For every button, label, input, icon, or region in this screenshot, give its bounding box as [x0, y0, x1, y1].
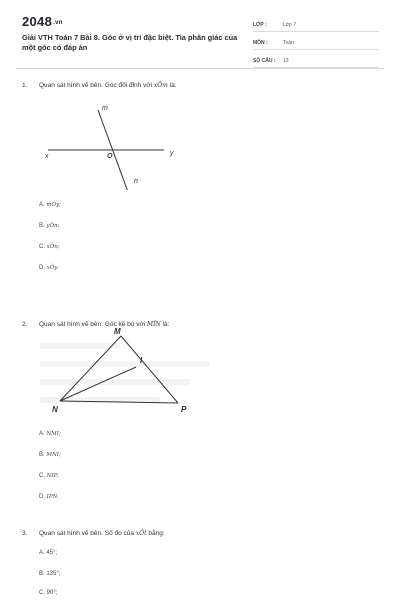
logo-suffix: .vn	[53, 19, 63, 26]
label-n: n	[134, 178, 138, 185]
document-title: Giải VTH Toán 7 Bài 8. Góc ở vị trí đặc biệt. Tia phân giác của một góc có đáp án	[22, 33, 238, 52]
option-c[interactable]: C. 90°;	[39, 590, 58, 596]
segment-ni	[60, 367, 136, 401]
option-d[interactable]: D. xÔy.	[39, 265, 59, 271]
label-m: M	[114, 327, 121, 336]
meta-key: MÔN :	[253, 40, 268, 46]
angle-expression: MÎN	[146, 321, 161, 328]
question-stem	[22, 530, 382, 537]
option-c[interactable]: C. xÔn;	[39, 244, 60, 250]
label-i: I	[140, 356, 143, 365]
edge-mn	[60, 336, 121, 401]
document-header	[0, 0, 400, 62]
question-text: Quan sát hình vẽ bên. Số đo của xÔt bằng:	[39, 530, 165, 537]
angle-expression: xÔt	[135, 530, 147, 537]
option-a[interactable]: A. 45°;	[39, 550, 58, 556]
edge-np	[60, 401, 178, 403]
figure-triangle	[50, 323, 220, 423]
logo-text: 2048	[22, 14, 53, 29]
document-meta	[253, 15, 379, 69]
question-stem	[22, 82, 382, 89]
meta-value: Lớp 7	[283, 22, 297, 28]
option-b[interactable]: B. MNI;	[39, 452, 61, 458]
question-1	[22, 82, 382, 271]
meta-value: Toán	[283, 40, 294, 46]
meta-key: SỐ CÂU :	[253, 58, 276, 64]
option-c[interactable]: C. NIP;	[39, 473, 60, 479]
meta-count-row	[253, 51, 379, 68]
site-logo[interactable]	[22, 14, 63, 29]
label-p: P	[181, 405, 187, 414]
option-b[interactable]: B. yÔn;	[39, 223, 60, 229]
figure-intersecting-lines	[40, 100, 190, 190]
label-y: y	[170, 150, 174, 157]
option-a[interactable]: A. mÔy;	[39, 202, 62, 208]
label-x: x	[45, 153, 49, 160]
header-divider	[16, 68, 384, 69]
question-3	[22, 530, 382, 596]
meta-value: 13	[283, 58, 289, 64]
meta-key: LỚP :	[253, 22, 267, 28]
meta-grade-row	[253, 15, 379, 32]
option-a[interactable]: A. NMI;	[39, 431, 61, 437]
option-d[interactable]: D. IPN.	[39, 494, 59, 500]
question-number: 1.	[22, 82, 28, 89]
option-b[interactable]: B. 135°;	[39, 571, 61, 577]
question-text: Quan sát hình vẽ bên. Góc kề bù với MÎN là:	[39, 321, 170, 328]
label-n: N	[52, 405, 58, 414]
question-number: 2.	[22, 321, 28, 328]
meta-subject-row	[253, 33, 379, 50]
label-m: m	[102, 105, 108, 112]
angle-expression: xÔm	[153, 82, 168, 89]
label-o: O	[107, 153, 113, 160]
question-number: 3.	[22, 530, 28, 537]
question-text: Quan sát hình vẽ bên. Góc đối đỉnh với xÔm là:	[39, 82, 177, 89]
question-2	[22, 321, 382, 500]
